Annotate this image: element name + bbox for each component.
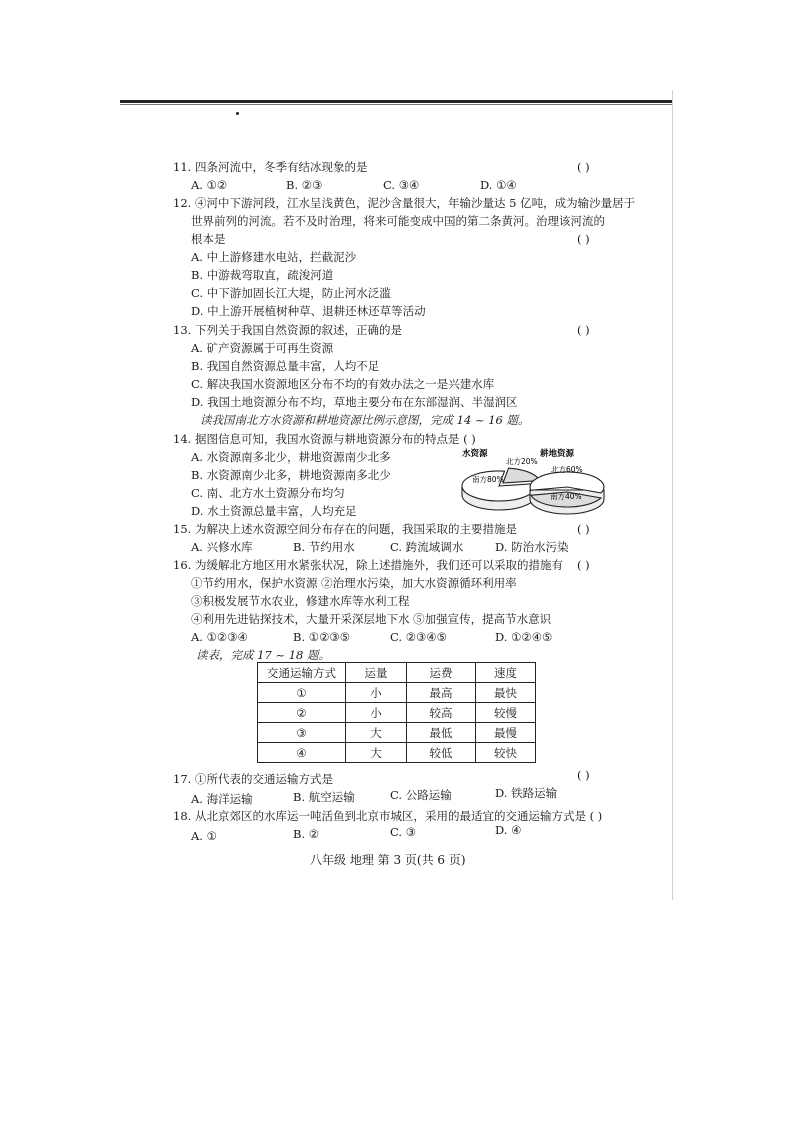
resource-pie-figure (458, 444, 608, 524)
q15-option-b[interactable]: B. 节约用水 (293, 540, 355, 554)
q16-stem: 16. 为缓解北方地区用水紧张状况，除上述措施外，我们还可以采取的措施有 (173, 558, 563, 572)
q16-items-line2: ③积极发展节水农业，修建水库等水利工程 (191, 594, 410, 608)
q11-answer-bracket[interactable]: ( ) (577, 160, 590, 174)
q18-option-b[interactable]: B. ② (293, 827, 320, 841)
header-rule-thin (120, 104, 672, 105)
table-cell: 小 (346, 703, 407, 723)
table-cell: 最低 (407, 723, 476, 743)
table-cell: ② (258, 703, 346, 723)
q11-option-d[interactable]: D. ①④ (480, 178, 517, 192)
q12-stem-line3: 根本是 (191, 232, 226, 246)
q17-option-c[interactable]: C. 公路运输 (390, 788, 452, 802)
q16-option-b[interactable]: B. ①②③⑤ (293, 630, 351, 644)
table-header-cell: 运费 (407, 663, 476, 683)
q18-option-a[interactable]: A. ① (191, 829, 217, 843)
q16-items-line1: ①节约用水，保护水资源 ②治理水污染，加大水资源循环利用率 (191, 576, 517, 590)
q11-stem: 11. 四条河流中，冬季有结冰现象的是 (173, 160, 368, 174)
table-header-cell: 交通运输方式 (258, 663, 346, 683)
q15-option-d[interactable]: D. 防治水污染 (495, 540, 569, 554)
water-south-label: 南方80% (472, 475, 504, 484)
table-cell: 较高 (407, 703, 476, 723)
farmland-north-label: 北方60% (551, 465, 583, 474)
table-cell: ③ (258, 723, 346, 743)
q17-option-a[interactable]: A. 海洋运输 (191, 792, 253, 806)
q18-option-c[interactable]: C. ③ (390, 825, 417, 839)
q13-option-a[interactable]: A. 矿产资源属于可再生资源 (191, 341, 334, 355)
q15-answer-bracket[interactable]: ( ) (577, 522, 590, 536)
q12-option-d[interactable]: D. 中上游开展植树种草、退耕还林还草等活动 (191, 304, 426, 318)
q12-stem-line2: 世界前列的河流。若不及时治理，将来可能变成中国的第二条黄河。治理该河流的 (191, 214, 605, 228)
q16-items-line3: ④利用先进钻探技术，大量开采深层地下水 ⑤加强宣传，提高节水意识 (191, 612, 552, 626)
table-header-cell: 速度 (476, 663, 536, 683)
q13-option-d[interactable]: D. 我国土地资源分布不均，草地主要分布在东部湿润、半湿润区 (191, 395, 518, 409)
q13-option-b[interactable]: B. 我国自然资源总量丰富，人均不足 (191, 359, 380, 373)
table-row (258, 743, 536, 763)
q16-option-a[interactable]: A. ①②③④ (191, 630, 248, 644)
q13-option-c[interactable]: C. 解决我国水资源地区分布不均的有效办法之一是兴建水库 (191, 377, 495, 391)
water-pie-title: 水资源 (462, 449, 488, 459)
intro-17-18: 读表，完成 17 ~ 18 题。 (196, 648, 331, 662)
q13-answer-bracket[interactable]: ( ) (577, 323, 590, 337)
q14-option-a[interactable]: A. 水资源南多北少，耕地资源南少北多 (191, 450, 391, 464)
table-cell: 大 (346, 723, 407, 743)
table-cell: 最快 (476, 683, 536, 703)
page-footer: 八年级 地理 第 3 页(共 6 页) (310, 853, 466, 867)
water-north-label: 北方20% (506, 457, 538, 466)
header-rule (120, 100, 672, 103)
table-cell: 较低 (407, 743, 476, 763)
q15-option-c[interactable]: C. 跨流域调水 (390, 540, 464, 554)
table-row (258, 703, 536, 723)
farmland-south-label: 南方40% (550, 492, 582, 501)
q17-option-d[interactable]: D. 铁路运输 (495, 786, 558, 800)
q11-option-a[interactable]: A. ①② (191, 178, 228, 192)
table-header-cell: 运量 (346, 663, 407, 683)
q11-option-c[interactable]: C. ③④ (383, 178, 420, 192)
table-cell: 较慢 (476, 703, 536, 723)
q14-stem: 14. 据图信息可知，我国水资源与耕地资源分布的特点是 ( ) (173, 432, 476, 446)
page-edge (672, 90, 673, 900)
q12-answer-bracket[interactable]: ( ) (577, 232, 590, 246)
q12-option-a[interactable]: A. 中上游修建水电站，拦截泥沙 (191, 250, 357, 264)
table-row (258, 683, 536, 703)
q13-stem: 13. 下列关于我国自然资源的叙述，正确的是 (173, 323, 402, 337)
q15-option-a[interactable]: A. 兴修水库 (191, 540, 253, 554)
table-cell: 较快 (476, 743, 536, 763)
q15-stem: 15. 为解决上述水资源空间分布存在的问题，我国采取的主要措施是 (173, 522, 517, 536)
q16-answer-bracket[interactable]: ( ) (577, 558, 590, 572)
q16-option-d[interactable]: D. ①②④⑤ (495, 630, 553, 644)
table-cell: 最高 (407, 683, 476, 703)
q17-option-b[interactable]: B. 航空运输 (293, 790, 355, 804)
q17-answer-bracket[interactable]: ( ) (577, 768, 590, 782)
farmland-pie-title: 耕地资源 (540, 449, 575, 459)
table-cell: 大 (346, 743, 407, 763)
farmland-pie (530, 448, 604, 514)
table-header-row (258, 663, 536, 683)
water-pie (462, 448, 540, 510)
q12-option-b[interactable]: B. 中游裁弯取直，疏浚河道 (191, 268, 334, 282)
table-cell: 最慢 (476, 723, 536, 743)
table-row (258, 723, 536, 743)
transport-table (257, 662, 536, 763)
scan-dot (236, 112, 239, 115)
q14-option-d[interactable]: D. 水土资源总量丰富，人均充足 (191, 504, 357, 518)
q18-stem: 18. 从北京郊区的水库运一吨活鱼到北京市城区，采用的最适宜的交通运输方式是 ( ) (173, 809, 603, 823)
q18-option-d[interactable]: D. ④ (495, 823, 522, 837)
intro-14-16: 读我国南北方水资源和耕地资源比例示意图，完成 14 ~ 16 题。 (200, 413, 530, 427)
q14-option-b[interactable]: B. 水资源南少北多，耕地资源南多北少 (191, 468, 391, 482)
table-cell: ① (258, 683, 346, 703)
q12-stem-line1: 12. ④河中下游河段，江水呈浅黄色，泥沙含量很大，年输沙量达 5 亿吨，成为输沙量居于 (173, 196, 636, 210)
q17-stem: 17. ①所代表的交通运输方式是 (173, 772, 333, 786)
q16-option-c[interactable]: C. ②③④⑤ (390, 630, 447, 644)
table-cell: ④ (258, 743, 346, 763)
q14-option-c[interactable]: C. 南、北方水土资源分布均匀 (191, 486, 345, 500)
q11-option-b[interactable]: B. ②③ (286, 178, 323, 192)
q12-option-c[interactable]: C. 中下游加固长江大堤，防止河水泛滥 (191, 286, 391, 300)
table-cell: 小 (346, 683, 407, 703)
